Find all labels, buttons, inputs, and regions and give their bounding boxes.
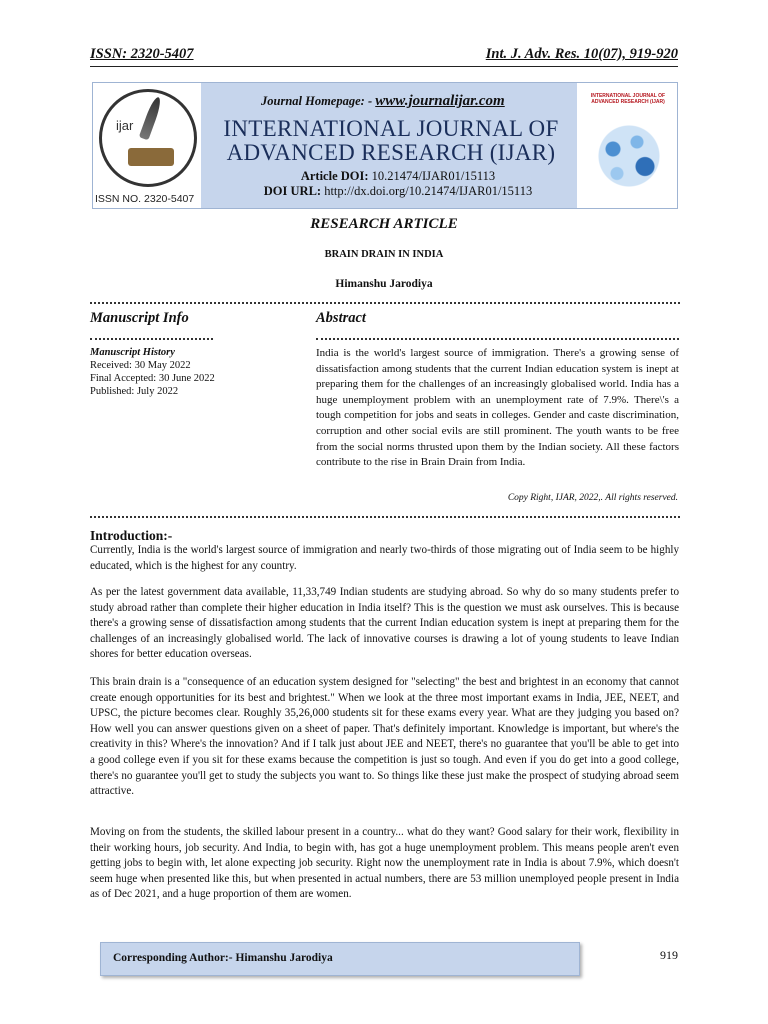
history-heading: Manuscript History: [90, 347, 175, 358]
intro-paragraph-4: Moving on from the students, the skilled labour present in a country... what do they want? Good salary for their work, flexibility in their working hours, job security. And India, to begin with, has got a huge unemployment problem. This means people aren't even getting jobs to begin with, let alone expecting job security. Right now the unemployment rate in India is about 7.9%, which doesn't seem huge when presented like this, but when presented in actual numbers, there are 53 million unemployed people present in India as of Dec 2021, and a huge proportion of them are women.: [90, 826, 679, 901]
copyright-notice: Copy Right, IJAR, 2022,. All rights reserved.: [507, 493, 678, 503]
published-date: Published: July 2022: [90, 386, 179, 397]
doi-url-label: DOI URL:: [263, 184, 322, 198]
manuscript-history: [90, 346, 215, 398]
doi-block: [223, 169, 573, 199]
page-number: 919: [660, 948, 678, 962]
journal-cover: [577, 83, 677, 208]
article-type: RESEARCH ARTICLE: [310, 216, 458, 232]
journal-name-line1: INTERNATIONAL JOURNAL OF: [223, 116, 559, 141]
abstract-divider: [316, 338, 679, 340]
received-date: Received: 30 May 2022: [90, 360, 191, 371]
journal-banner: [92, 82, 678, 209]
article-author: Himanshu Jarodiya: [335, 278, 433, 290]
journal-homepage: [261, 93, 505, 110]
cover-title: INTERNATIONAL JOURNAL OF ADVANCED RESEARCH (IJAR): [590, 93, 666, 105]
quill-icon: [139, 96, 163, 141]
manuscript-divider: [90, 338, 213, 340]
logo-issn: ISSN NO. 2320-5407: [95, 193, 195, 205]
corresponding-author-box: [100, 942, 580, 976]
header-rule: [90, 66, 678, 67]
cover-molecule-image: [589, 121, 669, 191]
journal-name: [221, 117, 561, 165]
accepted-date: Final Accepted: 30 June 2022: [90, 373, 215, 384]
intro-paragraph-1: Currently, India is the world's largest source of immigration and nearly two-thirds of those migrating out of India seem to be highly educated, which is the highest for any country.: [90, 544, 679, 572]
journal-logo: [93, 83, 201, 208]
abstract-heading: Abstract: [316, 310, 366, 326]
introduction-heading: Introduction:-: [90, 528, 173, 543]
abstract-text: India is the world's largest source of immigration. There's a growing sense of dissatisfaction among students that the current Indian education system is inept at preparing them for the challenges of an increasingly globalised world. India has a huge unemployment problem with an unemployment rate of 7.9%. There\'s a tough competition for jobs and seats in colleges. Gender and caste discrimination, corruption and other social evils are still prominent. The youth wants to be free from the social norms thrusted upon them by the Indian society. All these factors contribute to the rise in Brain Drain from India.: [316, 347, 679, 469]
divider-bottom: [90, 516, 680, 518]
intro-paragraph-3: This brain drain is a "consequence of an education system designed for "selecting" the best and brightest in an economy that cannot create enough opportunities for its best and brightest." When we look at the three most important exams in India, JEE, NEET, and UPSC, the picture becomes clear. Roughly 35,26,000 students sit for these exams every year. What are they judging you based on? How well you can answer questions given on a sheet of paper. That's definitely important. Knowledge is important, but where's the creativity in this? Where's the innovation? And if I talk just about JEE and NEET, there's no guarantee that you'll be able to get into a good college even if you sit for these exams because the competition is just so tough. And even if you do get into a good college, there's no guarantee you'll get to study the subjects you want to. So things like these just make the prospect of studying abroad seem attractive.: [90, 676, 679, 798]
homepage-link[interactable]: www.journalijar.com: [375, 93, 505, 109]
journal-name-line2: ADVANCED RESEARCH (IJAR): [226, 140, 556, 165]
corresponding-author: Corresponding Author:- Himanshu Jarodiya: [113, 952, 333, 964]
doi-label: Article DOI:: [300, 169, 369, 183]
doi-value: 10.21474/IJAR01/15113: [371, 169, 496, 183]
doi-url-link[interactable]: http://dx.doi.org/10.21474/IJAR01/15113: [324, 184, 533, 198]
divider-top: [90, 302, 680, 304]
header-issn: ISSN: 2320-5407: [90, 46, 194, 62]
manuscript-info-heading: Manuscript Info: [90, 310, 189, 326]
article-title: BRAIN DRAIN IN INDIA: [324, 249, 444, 260]
logo-emblem: [99, 89, 197, 187]
intro-paragraph-2: As per the latest government data available, 11,33,749 Indian students are studying abroad. So why do so many students prefer to study abroad rather than complete their higher education in India itself? This is the question we must ask ourselves. This is because there's a growing sense of dissatisfaction among students that the current Indian education system is inept at preparing them for the challenges of an increasingly globalised world. The lack of innovative courses is drawing a lot of young students to leave Indian shores for better education overseas.: [90, 586, 679, 661]
header-citation: Int. J. Adv. Res. 10(07), 919-920: [485, 46, 678, 62]
logo-text: ijar: [116, 118, 134, 133]
book-icon: [128, 148, 174, 166]
homepage-label: Journal Homepage: -: [261, 94, 373, 108]
